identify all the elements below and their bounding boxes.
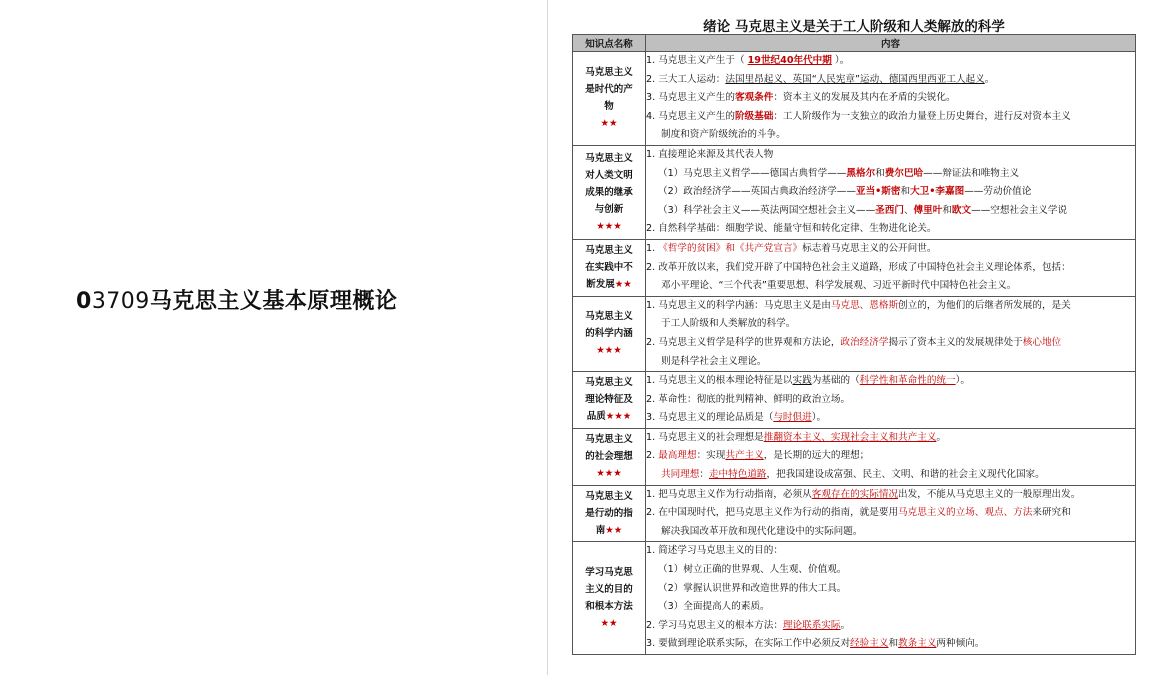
highlight-text: 共产主义	[725, 450, 764, 462]
line-text: 4. 马克思主义产生的	[646, 110, 735, 122]
content-line	[646, 183, 1135, 202]
topic-cell	[573, 239, 646, 296]
line-text: 和	[900, 186, 911, 198]
content-line	[646, 523, 1135, 542]
table-row	[573, 239, 1136, 296]
topic-line: 主义的目的	[585, 584, 633, 596]
line-text: 1. 把马克思主义作为行动指南，必须从	[646, 488, 812, 500]
content-line	[646, 635, 1135, 654]
content-line	[646, 504, 1135, 523]
highlight-text: 实践	[792, 375, 812, 387]
highlight-text: 马克思、恩格斯	[830, 299, 899, 311]
importance-stars: ★★	[600, 618, 618, 630]
line-text: （1）树立正确的世界观、人生观、价值观。	[658, 564, 847, 576]
topic-line: 马克思主义	[585, 377, 633, 389]
line-text: 。	[936, 431, 947, 443]
topic-line	[573, 115, 645, 132]
topic-line: 是行动的指	[585, 508, 633, 520]
topic-cell	[573, 372, 646, 429]
topic-line	[573, 522, 645, 539]
topic-cell	[573, 145, 646, 239]
line-text: 两种倾向。	[936, 638, 985, 650]
course-title	[76, 284, 397, 315]
topic-line: 与创新	[594, 203, 624, 215]
line-text: ：工人阶级作为一支独立的政治力量登上历史舞台，进行反对资本主义	[773, 110, 1071, 122]
line-text: 1. 直接理论来源及其代表人物	[646, 148, 774, 160]
topic-line: 是时代的产	[585, 84, 633, 96]
line-text: 3. 要做到理论联系实际，在实际工作中必须反对	[646, 638, 851, 650]
topic-cell	[573, 296, 646, 371]
line-text: ）。	[811, 412, 827, 424]
line-text: 和	[942, 204, 952, 216]
highlight-text: 客观存在的实际情况	[811, 488, 899, 500]
topic-cell	[573, 542, 646, 655]
line-text: ）。	[831, 55, 850, 66]
topic-line: 马克思主义	[585, 245, 633, 257]
table-row	[573, 428, 1136, 485]
content-line	[646, 617, 1135, 636]
topic-line	[573, 342, 645, 359]
highlight-text: 最高理想	[658, 450, 697, 462]
line-text: 来研究和	[1032, 507, 1071, 519]
topic-line: 马克思主义	[585, 434, 633, 446]
topic-cell	[573, 52, 646, 146]
content-line	[646, 297, 1135, 316]
importance-stars: ★★	[605, 525, 623, 537]
content-line	[646, 486, 1135, 505]
line-text: 1.	[646, 242, 659, 254]
topic-line: 成果的继承	[585, 186, 633, 198]
content-cell	[646, 145, 1136, 239]
line-text: ，把我国建设成富强、民主、文明、和谐的社会主义现代化国家。	[766, 469, 1045, 481]
line-text: ——辩证法和唯物主义	[923, 167, 1020, 179]
topic-line: 马克思主义	[585, 311, 633, 323]
line-text: 则是科学社会主义理论。	[661, 355, 767, 367]
content-line	[646, 561, 1135, 580]
table-row	[573, 485, 1136, 542]
highlight-text: 《哲学的贫困》和《共产党宣言》	[658, 242, 803, 254]
content-cell	[646, 372, 1136, 429]
content-cell	[646, 428, 1136, 485]
table-row	[573, 542, 1136, 655]
line-text: 2. 自然科学基础：细胞学说、能量守恒和转化定律、生物进化论关。	[646, 223, 937, 235]
topic-line: 马克思主义	[585, 491, 633, 503]
topic-line	[573, 615, 645, 632]
line-text: 2.	[646, 450, 659, 462]
importance-stars: ★★★	[596, 468, 622, 480]
doc-title: 绪论 马克思主义是关于工人阶级和人类解放的科学	[703, 19, 1005, 35]
highlight-text: 傅里叶	[913, 204, 943, 216]
content-line	[646, 542, 1135, 561]
topic-line	[573, 408, 645, 425]
line-text: 1. 马克思主义的社会理想是	[646, 431, 764, 443]
highlight-text: 亚当•斯密	[855, 186, 901, 198]
line-text: 2. 革命性：彻底的批判精神、鲜明的政治立场。	[646, 393, 851, 405]
line-text: ——劳动价值论	[964, 186, 1032, 198]
topic-line: 对人类文明	[585, 169, 633, 181]
cover-page	[0, 0, 547, 675]
line-text: 2. 学习马克思主义的根本方法：	[646, 619, 783, 631]
topic-cell	[573, 428, 646, 485]
highlight-text: 核心地位	[1022, 336, 1062, 348]
content-line	[646, 220, 1135, 239]
topic-line: 马克思主义	[585, 152, 633, 164]
topic-line	[573, 218, 645, 235]
content-line	[646, 126, 1135, 145]
content-cell	[646, 296, 1136, 371]
line-text: ：资本主义的发展及其内在矛盾的尖锐化。	[773, 92, 956, 104]
importance-stars: ★★★	[596, 220, 622, 232]
content-line	[646, 580, 1135, 599]
line-text: ：	[699, 469, 709, 481]
highlight-text: 经验主义	[850, 638, 889, 650]
content-line	[646, 71, 1135, 90]
topic-tail: 南	[595, 525, 606, 537]
content-line	[646, 409, 1135, 428]
highlight-text: 与时俱进	[773, 412, 812, 424]
line-text: 1. 马克思主义产生于（	[646, 55, 748, 66]
line-text: 2. 三大工人运动：	[646, 73, 726, 85]
line-text: ，是长期的远大的理想；	[763, 450, 870, 462]
highlight-text: 大卫•李嘉图	[910, 186, 965, 198]
highlight-text: 理论联系实际	[782, 619, 841, 631]
course-code-digits: 3709	[91, 289, 150, 314]
highlight-text: 法国里昂起义、英国“人民宪章”运动、德国西里西亚工人起义	[725, 73, 985, 85]
table-header-row	[573, 35, 1136, 52]
line-text: ：实现	[696, 450, 726, 462]
line-text: （3）科学社会主义——英法两国空想社会主义——	[658, 204, 876, 216]
line-text: ——空想社会主义学说	[971, 204, 1068, 216]
highlight-text: 19世纪40年代中期	[747, 55, 832, 66]
line-text: ）。	[955, 375, 970, 387]
header-topic: 知识点名称	[573, 35, 646, 52]
line-text: 3. 马克思主义的理论品质是（	[646, 412, 774, 424]
highlight-text: 科学性和革命性的统一	[859, 375, 956, 387]
highlight-text: 政治经济学	[840, 336, 889, 348]
content-line	[646, 429, 1135, 448]
content-line	[646, 240, 1135, 259]
highlight-text: 费尔巴哈	[884, 167, 924, 179]
line-text: （1）马克思主义哲学——德国古典哲学——	[658, 167, 847, 179]
line-text: 出发，不能从马克思主义的一般原理出发。	[898, 488, 1081, 500]
importance-stars: ★★★	[596, 345, 622, 357]
content-cell	[646, 52, 1136, 146]
line-text: 。	[840, 619, 851, 631]
course-name: 马克思主义基本原理概论	[149, 289, 398, 314]
highlight-text: 阶级基础	[734, 110, 774, 122]
line-text: 标志着马克思主义的公开问世。	[802, 242, 937, 254]
highlight-text: 马克思主义的立场、观点、方法	[898, 507, 1033, 519]
highlight-text: 共同理想	[661, 469, 700, 481]
topic-tail: 断发展	[586, 279, 615, 291]
content-cell	[646, 239, 1136, 296]
content-line	[646, 447, 1135, 466]
topic-cell	[573, 485, 646, 542]
line-text: 解决我国改革开放和现代化建设中的实际问题。	[661, 525, 863, 537]
topic-line: 和根本方法	[585, 601, 633, 613]
content-line	[646, 372, 1135, 391]
line-text: 揭示了资本主义的发展规律处于	[888, 336, 1023, 348]
content-line	[646, 277, 1135, 296]
line-text: 1. 简述学习马克思主义的目的：	[646, 545, 783, 557]
table-row	[573, 52, 1136, 146]
line-text: 创立的，为他们的后继者所发展的，是关	[898, 299, 1071, 311]
line-text: 于工人阶级和人类解放的科学。	[661, 318, 796, 330]
topic-line: 物	[604, 101, 614, 113]
content-line	[646, 146, 1135, 165]
highlight-text: 教条主义	[898, 638, 937, 650]
content-cell	[646, 542, 1136, 655]
line-text: 、	[903, 204, 914, 216]
line-text: 为基础的（	[811, 375, 860, 387]
topic-line	[573, 276, 645, 293]
highlight-text: 圣西门	[875, 204, 904, 216]
line-text: 。	[984, 73, 995, 85]
notes-page	[548, 0, 1163, 675]
content-line	[646, 52, 1135, 71]
content-cell	[646, 485, 1136, 542]
content-line	[646, 353, 1135, 372]
content-line	[646, 466, 1135, 485]
importance-stars: ★★	[614, 279, 632, 291]
topic-line: 的社会理想	[585, 451, 633, 463]
content-line	[646, 391, 1135, 410]
topic-line: 学习马克思	[585, 567, 633, 579]
line-text: （3）全面提高人的素质。	[658, 601, 770, 613]
highlight-text: 走中特色道路	[708, 469, 767, 481]
content-line	[646, 108, 1135, 127]
line-text: 2. 马克思主义哲学是科学的世界观和方法论，	[646, 336, 841, 348]
line-text: 1. 马克思主义的根本理论特征是以	[646, 375, 793, 387]
content-line	[646, 259, 1135, 278]
table-row	[573, 145, 1136, 239]
line-text: （2）掌握认识世界和改造世界的伟大工具。	[658, 582, 847, 594]
line-text: 2. 在中国现时代，把马克思主义作为行动的指南，就是要用	[646, 507, 899, 519]
highlight-text: 黑格尔	[846, 167, 876, 179]
topic-line: 理论特征及	[585, 394, 633, 406]
importance-stars: ★★★	[605, 411, 632, 423]
line-text: 2. 改革开放以来，我们党开辟了中国特色社会主义道路，形成了中国特色社会主义理论体系，包括：	[646, 261, 1071, 273]
topic-line	[573, 465, 645, 482]
content-line	[646, 315, 1135, 334]
highlight-text: 客观条件	[734, 92, 774, 104]
line-text: 和	[888, 638, 899, 650]
content-line	[646, 334, 1135, 353]
line-text: 1. 马克思主义的科学内涵：马克思主义是由	[646, 299, 831, 311]
content-line	[646, 202, 1135, 221]
header-content: 内容	[646, 35, 1136, 52]
topic-line: 马克思主义	[585, 67, 633, 79]
topic-line: 在实践中不	[585, 262, 633, 274]
line-text: 制度和资产阶级统治的斗争。	[661, 129, 786, 141]
content-line	[646, 89, 1135, 108]
highlight-text: 推翻资本主义、实现社会主义和共产主义	[763, 431, 937, 443]
line-text: （2）政治经济学——英国古典政治经济学——	[658, 186, 856, 198]
content-line	[646, 598, 1135, 617]
line-text: 邓小平理论、“三个代表”重要思想、科学发展观、习近平新时代中国特色社会主义。	[661, 280, 1017, 292]
line-text: 和	[875, 167, 885, 179]
table-row	[573, 372, 1136, 429]
content-line	[646, 165, 1135, 184]
knowledge-table	[572, 34, 1136, 655]
topic-tail: 品质	[586, 411, 606, 423]
course-code-lead: 0	[76, 289, 92, 314]
table-row	[573, 296, 1136, 371]
highlight-text: 欧文	[951, 204, 972, 216]
line-text: 3. 马克思主义产生的	[646, 92, 735, 104]
topic-line: 的科学内涵	[585, 328, 633, 340]
importance-stars: ★★	[600, 118, 618, 130]
